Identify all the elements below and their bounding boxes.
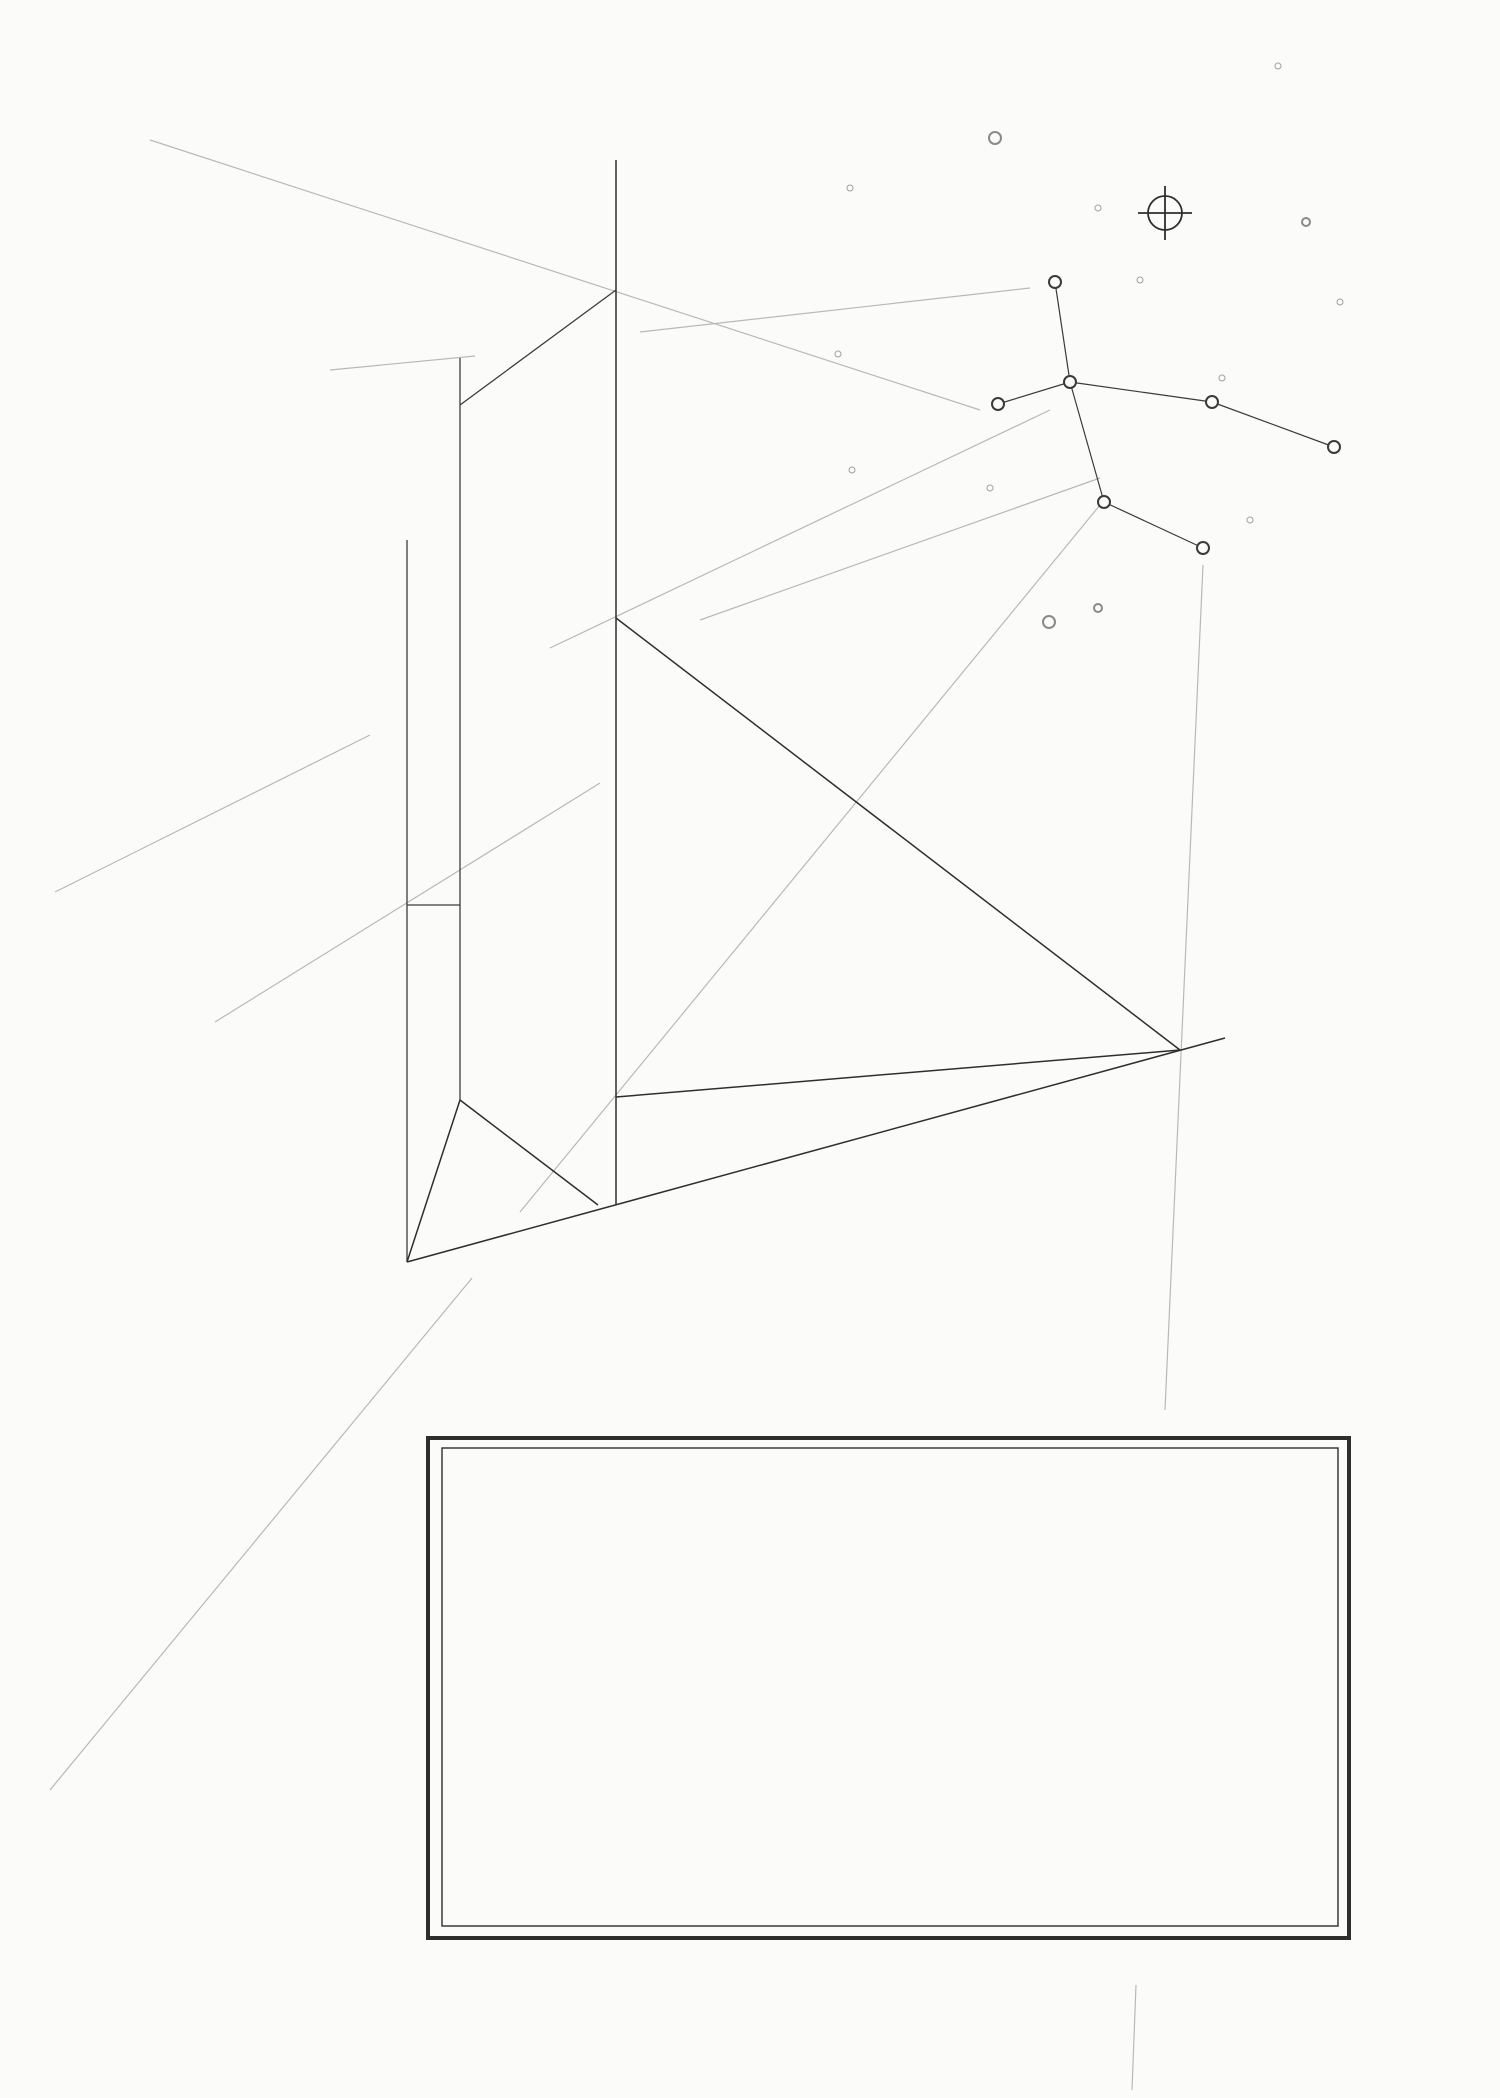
star-x4 [989,132,1001,144]
star-L2 [1049,276,1061,288]
star-x-b [1094,604,1102,612]
star-L4 [1098,496,1110,508]
construction-lines [50,140,1203,2090]
zenith-marker [1138,186,1192,240]
stars [835,63,1343,628]
star-L5 [1206,396,1218,408]
constellation [998,282,1334,548]
main-axes [407,160,1225,1262]
star-L1 [1064,376,1076,388]
star-L6 [1197,542,1209,554]
star-xN [1302,218,1310,226]
left-hatching [407,290,616,1262]
star-L3 [992,398,1004,410]
star-x-a [1043,616,1055,628]
table-frame-inner [442,1448,1338,1926]
data-table [428,1438,1349,1938]
star-x1 [1328,441,1340,453]
table-frame-outer [428,1438,1349,1938]
